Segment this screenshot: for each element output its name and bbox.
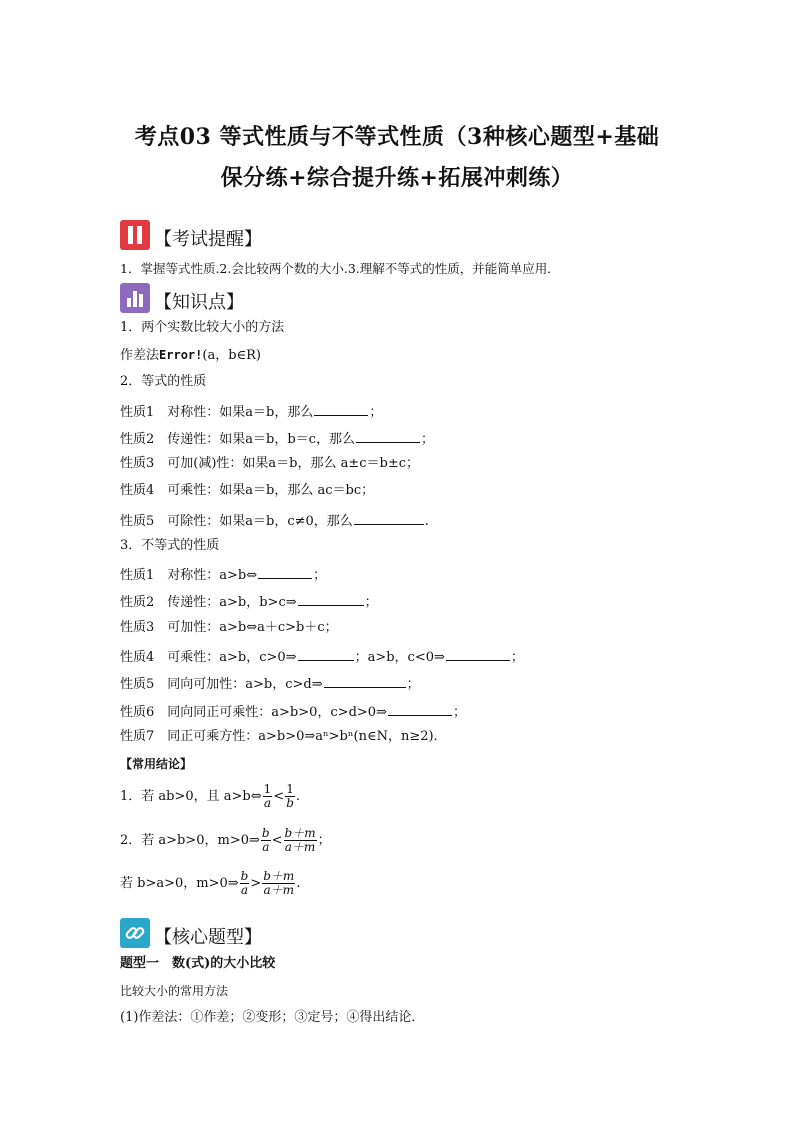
conclusion-1-text: 1．若 ab>0，且 a>b⇔: [120, 789, 262, 804]
fraction-numerator: [240, 870, 250, 884]
k3-prop-4-end: ；: [510, 650, 524, 665]
k3-prop-1-end: ；: [313, 568, 327, 583]
fraction-denominator: [285, 797, 295, 810]
document-title-line-1: 考点03 等式性质与不等式性质（3种核心题型+基础: [134, 124, 660, 150]
fraction-numerator: 1: [263, 782, 272, 796]
k3-prop-5-text: 性质5 同向可加性：a>b，c>d⇒: [120, 677, 323, 692]
pause-bars-icon: [120, 220, 150, 250]
fraction-denominator: [262, 884, 295, 897]
k1-error-text: Error!: [159, 348, 203, 362]
answer-blank: [314, 402, 368, 416]
answer-blank: [446, 647, 510, 661]
conclusions-heading: 【常用结论】: [120, 757, 193, 771]
var-a: a: [262, 840, 270, 854]
answer-blank: [298, 647, 354, 661]
k2-prop-1-text: 性质1 对称性：如果a＝b，那么: [120, 405, 314, 420]
k2-prop-4: 性质4 可乘性：如果a＝b，那么 ac＝bc；: [120, 483, 375, 498]
fraction: [285, 783, 295, 810]
expr-b-plus-m: b＋m: [263, 869, 295, 883]
k3-prop-2-text: 性质2 传递性：a>b，b>c⇒: [120, 595, 297, 610]
conclusion-1: [120, 782, 300, 812]
k3-prop-3: 性质3 可加性：a>b⇔a＋c>b＋c；: [120, 620, 338, 635]
var-b: b: [261, 826, 270, 840]
var-b: b: [240, 869, 249, 883]
k2-prop-3: 性质3 可加(减)性：如果a＝b，那么 a±c＝b±c；: [120, 456, 420, 471]
conclusion-2: [120, 826, 331, 856]
k3-prop-1-text: 性质1 对称性：a>b⇔: [120, 568, 258, 583]
fraction-denominator: [261, 841, 271, 854]
k3-prop-4-text: 性质4 可乘性：a>b，c>0⇒: [120, 650, 297, 665]
fraction: [263, 783, 273, 810]
fraction: [284, 827, 317, 854]
answer-blank: [356, 429, 420, 443]
answer-blank: [388, 702, 452, 716]
k2-prop-1: [120, 402, 382, 421]
fraction-numerator: 1: [286, 782, 294, 796]
section-reminder-header: [120, 216, 262, 250]
conclusion-3-end: .: [296, 876, 301, 891]
k3-prop-2: [120, 592, 378, 611]
k3-prop-6-end: ；: [452, 705, 466, 720]
k2-prop-2: [120, 429, 434, 448]
fraction: [261, 827, 271, 854]
expr-a-plus-m: a＋m: [263, 883, 295, 897]
k1-method-prefix: 作差法: [120, 348, 160, 363]
k3-prop-2-end: ；: [364, 595, 378, 610]
k2-prop-1-end: ；: [369, 405, 383, 420]
k1-heading: 1．两个实数比较大小的方法: [120, 320, 285, 335]
section-core-label: 【核心题型】: [154, 927, 262, 948]
fraction-denominator: [240, 884, 250, 897]
section-knowledge-header: [120, 279, 244, 313]
k2-prop-2-end: ；: [420, 432, 434, 447]
fraction-denominator: [263, 797, 273, 810]
relation: <: [271, 833, 283, 848]
conclusion-2-end: ；: [317, 833, 331, 848]
k2-prop-2-text: 性质2 传递性：如果a＝b，b＝c，那么: [120, 432, 355, 447]
k2-prop-5-text: 性质5 可除性：如果a＝b，c≠0，那么: [120, 514, 353, 529]
reminder-text: 1．掌握等式性质.2.会比较两个数的大小.3.理解不等式的性质，并能简单应用．: [120, 261, 560, 276]
section-reminder-label: 【考试提醒】: [154, 229, 262, 250]
k1-method: [120, 347, 261, 364]
fraction: [240, 870, 250, 897]
link-icon: [120, 918, 150, 948]
k3-heading: 3．不等式的性质: [120, 538, 220, 553]
k1-method-suffix: (a，b∈R): [202, 348, 262, 363]
k3-prop-4-mid: ；a>b，c<0⇒: [354, 650, 445, 665]
fraction-numerator: [262, 870, 295, 884]
k2-prop-5-end: .: [424, 514, 429, 529]
core-type-1: 题型一 数(式)的大小比较: [120, 956, 276, 971]
core-step: (1)作差法：①作差；②变形；③定号；④得出结论．: [120, 1010, 425, 1025]
document-title-line-2: 保分练+综合提升练+拓展冲刺练）: [220, 165, 574, 191]
var-a: a: [263, 796, 272, 810]
answer-blank: [258, 565, 312, 579]
section-knowledge-label: 【知识点】: [154, 292, 244, 313]
relation: >: [250, 876, 262, 891]
conclusion-3-text: 若 b>a>0，m>0⇒: [120, 876, 239, 891]
k3-prop-5: [120, 674, 420, 693]
k3-prop-6: [120, 702, 466, 721]
k3-prop-1: [120, 565, 326, 584]
expr-b-plus-m: b＋m: [284, 826, 316, 840]
fraction-numerator: [284, 827, 317, 841]
k2-prop-5: [120, 511, 429, 530]
k2-heading: 2．等式的性质: [120, 374, 207, 389]
core-sub: 比较大小的常用方法: [120, 984, 229, 998]
section-core-header: [120, 914, 262, 948]
answer-blank: [324, 674, 406, 688]
k3-prop-6-text: 性质6 同向同正可乘性：a>b>0，c>d>0⇒: [120, 705, 387, 720]
relation: <: [273, 789, 285, 804]
conclusion-3: [120, 869, 300, 899]
var-a: a: [240, 883, 249, 897]
k3-prop-7: 性质7 同正可乘方性：a>b>0⇒aⁿ>bⁿ(n∈N，n≥2)．: [120, 729, 447, 744]
fraction-denominator: [284, 841, 317, 854]
var-b: b: [286, 796, 294, 810]
conclusion-2-text: 2．若 a>b>0，m>0⇒: [120, 833, 260, 848]
k3-prop-5-end: ；: [406, 677, 420, 692]
bar-chart-icon: [120, 283, 150, 313]
answer-blank: [298, 592, 364, 606]
fraction: [262, 870, 295, 897]
fraction-numerator: [261, 827, 271, 841]
conclusion-1-end: .: [295, 789, 301, 804]
answer-blank: [354, 511, 424, 525]
expr-a-plus-m: a＋m: [284, 840, 316, 854]
k3-prop-4: [120, 647, 524, 666]
